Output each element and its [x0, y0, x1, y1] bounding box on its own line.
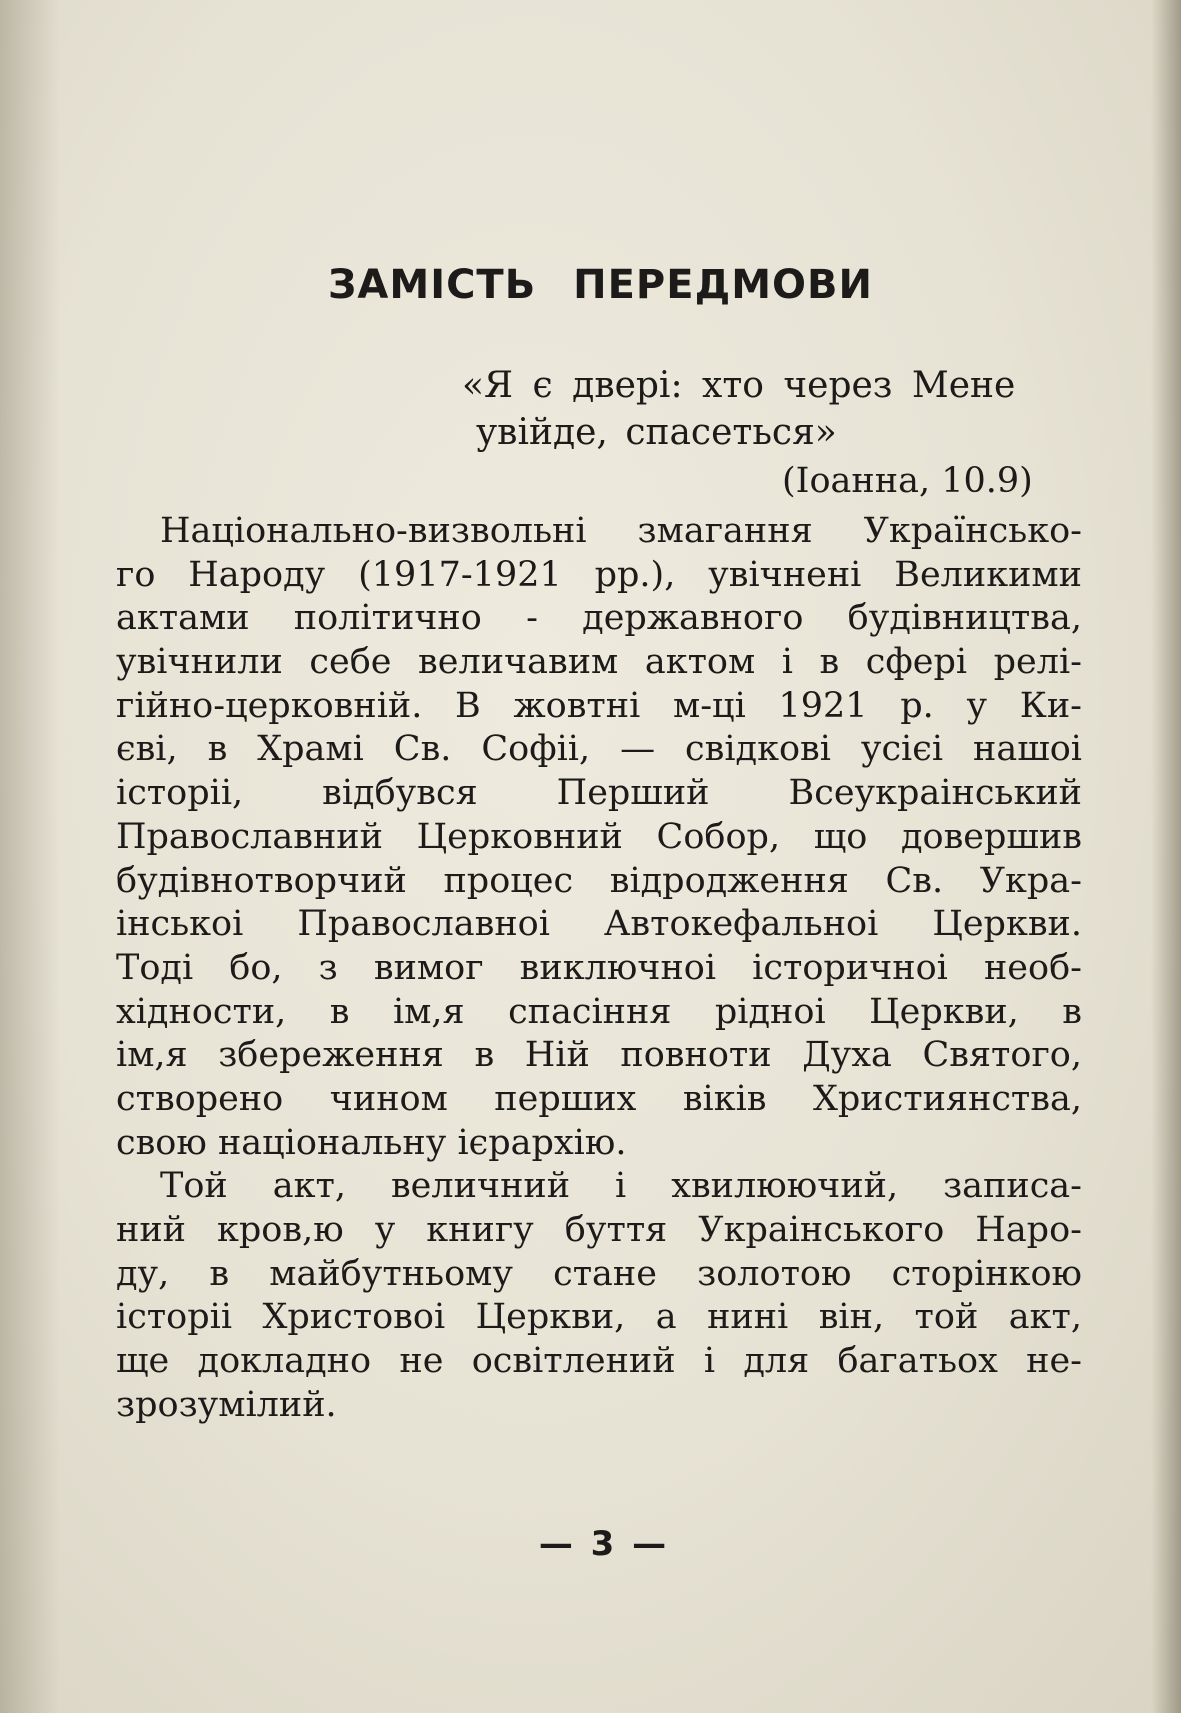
- text-line: будівнотворчий процес відродження Св. Укра-: [116, 860, 1082, 901]
- text-line: ний кров,ю у книгу буття Украінського Наро-: [116, 1210, 1082, 1250]
- text-line: актами політично - державного будівництва,: [116, 598, 1082, 639]
- text-line: свою національну ієрархію.: [116, 1122, 627, 1163]
- text-line: гійно-церковній. В жовтні м-ці 1921 р. у Ки-: [116, 685, 1082, 726]
- text-line: інськоі Православноі Автокефальноі Церкви.: [116, 904, 1082, 945]
- page-edge-shadow: [1151, 0, 1181, 1713]
- text-line: єві, в Храмі Св. Софіі, — свідкові усієі нашоі: [116, 729, 1082, 770]
- text-line: Той акт, величний і хвилюючий, записа-: [160, 1166, 1082, 1207]
- page-binding-shadow: [0, 0, 60, 1713]
- epigraph: [462, 362, 1082, 501]
- epigraph-line-2: увійде, спасеться»: [476, 412, 837, 453]
- epigraph-source: (Іоанна, 10.9): [782, 461, 1033, 501]
- page-title: ЗАМІСТЬ ПЕРЕДМОВИ: [328, 262, 873, 308]
- body-text: [116, 510, 1082, 1427]
- epigraph-line-1: «Я є двері: хто через Мене: [462, 365, 1016, 406]
- text-line: Національно-визвольні змагання Українсько-: [160, 511, 1082, 551]
- text-line: Православний Церковний Собор, що довершив: [116, 816, 1082, 857]
- paragraph-2: [116, 1165, 1082, 1427]
- text-line: го Народу (1917-1921 рр.), увічнені Великими: [116, 554, 1082, 595]
- text-line: історіі Христовоі Церкви, а нині він, той акт,: [116, 1297, 1082, 1338]
- text-line: ім,я збереження в Ній повноти Духа Святого,: [116, 1035, 1082, 1076]
- text-line: увічнили себе величавим актом і в сфері релі-: [116, 642, 1082, 683]
- page-number: — 3 —: [538, 1524, 667, 1564]
- text-line: ще докладно не освітлений і для багатьох не-: [116, 1341, 1082, 1382]
- text-line: історіі, відбувся Перший Всеукраінський: [116, 773, 1082, 814]
- text-line: Тоді бо, з вимог виключноі історичноі необ-: [116, 947, 1082, 988]
- text-line: зрозумілий.: [116, 1384, 337, 1425]
- text-line: створено чином перших віків Християнства,: [116, 1078, 1082, 1119]
- text-line: хідности, в ім,я спасіння рідноі Церкви, в: [116, 991, 1082, 1032]
- text-line: ду, в майбутньому стане золотою сторінкою: [116, 1253, 1082, 1294]
- paragraph-1: [116, 510, 1082, 1165]
